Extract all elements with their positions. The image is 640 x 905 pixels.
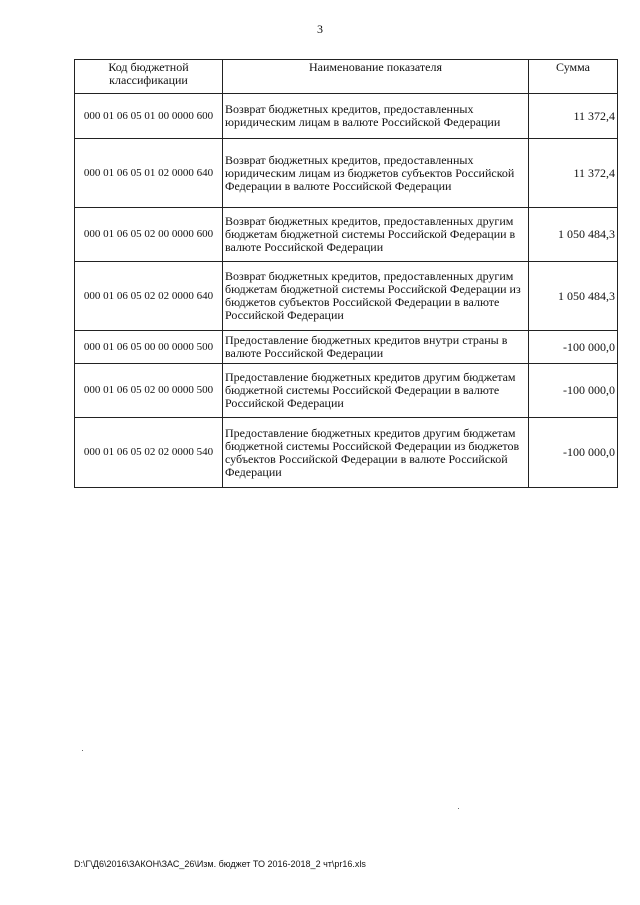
sum-cell: 11 372,4 xyxy=(529,139,618,208)
name-cell: Возврат бюджетных кредитов, предоставленных юридическим лицам из бюджетов субъектов Российской Федерации в валюте Российской Федерации xyxy=(223,139,529,208)
name-cell: Предоставление бюджетных кредитов другим бюджетам бюджетной системы Российской Федерации из бюджетов субъектов Российской Федерации в валюте Российской Федерации xyxy=(223,418,529,488)
footer-file-path: D:\Г\Д6\2016\ЗАКОН\ЗАС_26\Изм. бюджет ТО 2016-2018_2 чт\pr16.xls xyxy=(74,859,366,869)
scan-speck xyxy=(458,808,459,809)
code-cell: 000 01 06 05 00 00 0000 500 xyxy=(75,331,223,364)
table-row xyxy=(75,262,618,331)
sum-cell: -100 000,0 xyxy=(529,364,618,418)
page-number: 3 xyxy=(317,22,323,36)
table-row xyxy=(75,364,618,418)
code-cell: 000 01 06 05 01 00 0000 600 xyxy=(75,94,223,139)
header-row xyxy=(75,60,618,94)
table-row xyxy=(75,331,618,364)
table-row xyxy=(75,139,618,208)
name-cell: Предоставление бюджетных кредитов внутри страны в валюте Российской Федерации xyxy=(223,331,529,364)
table-body xyxy=(75,94,618,488)
budget-credits-table xyxy=(74,59,618,488)
sum-cell: -100 000,0 xyxy=(529,418,618,488)
name-cell: Возврат бюджетных кредитов, предоставленных юридическим лицам в валюте Российской Федерации xyxy=(223,94,529,139)
code-cell: 000 01 06 05 02 00 0000 500 xyxy=(75,364,223,418)
sum-cell: 1 050 484,3 xyxy=(529,208,618,262)
code-cell: 000 01 06 05 01 02 0000 640 xyxy=(75,139,223,208)
table-row xyxy=(75,418,618,488)
header-name: Наименование показателя xyxy=(223,60,529,94)
code-cell: 000 01 06 05 02 02 0000 540 xyxy=(75,418,223,488)
table-row xyxy=(75,94,618,139)
table-header xyxy=(75,60,618,94)
sum-cell: -100 000,0 xyxy=(529,331,618,364)
header-code: Код бюджетной классификации xyxy=(75,60,223,94)
code-cell: 000 01 06 05 02 00 0000 600 xyxy=(75,208,223,262)
name-cell: Возврат бюджетных кредитов, предоставленных другим бюджетам бюджетной системы Российской Федерации в валюте Российской Федерации xyxy=(223,208,529,262)
code-cell: 000 01 06 05 02 02 0000 640 xyxy=(75,262,223,331)
scan-speck xyxy=(82,750,83,751)
name-cell: Предоставление бюджетных кредитов другим бюджетам бюджетной системы Российской Федерации в валюте Российской Федерации xyxy=(223,364,529,418)
table-row xyxy=(75,208,618,262)
name-cell: Возврат бюджетных кредитов, предоставленных другим бюджетам бюджетной системы Российской Федерации из бюджетов субъектов Российской Федерации в валюте Российской Федерации xyxy=(223,262,529,331)
sum-cell: 11 372,4 xyxy=(529,94,618,139)
header-sum: Сумма xyxy=(529,60,618,94)
sum-cell: 1 050 484,3 xyxy=(529,262,618,331)
